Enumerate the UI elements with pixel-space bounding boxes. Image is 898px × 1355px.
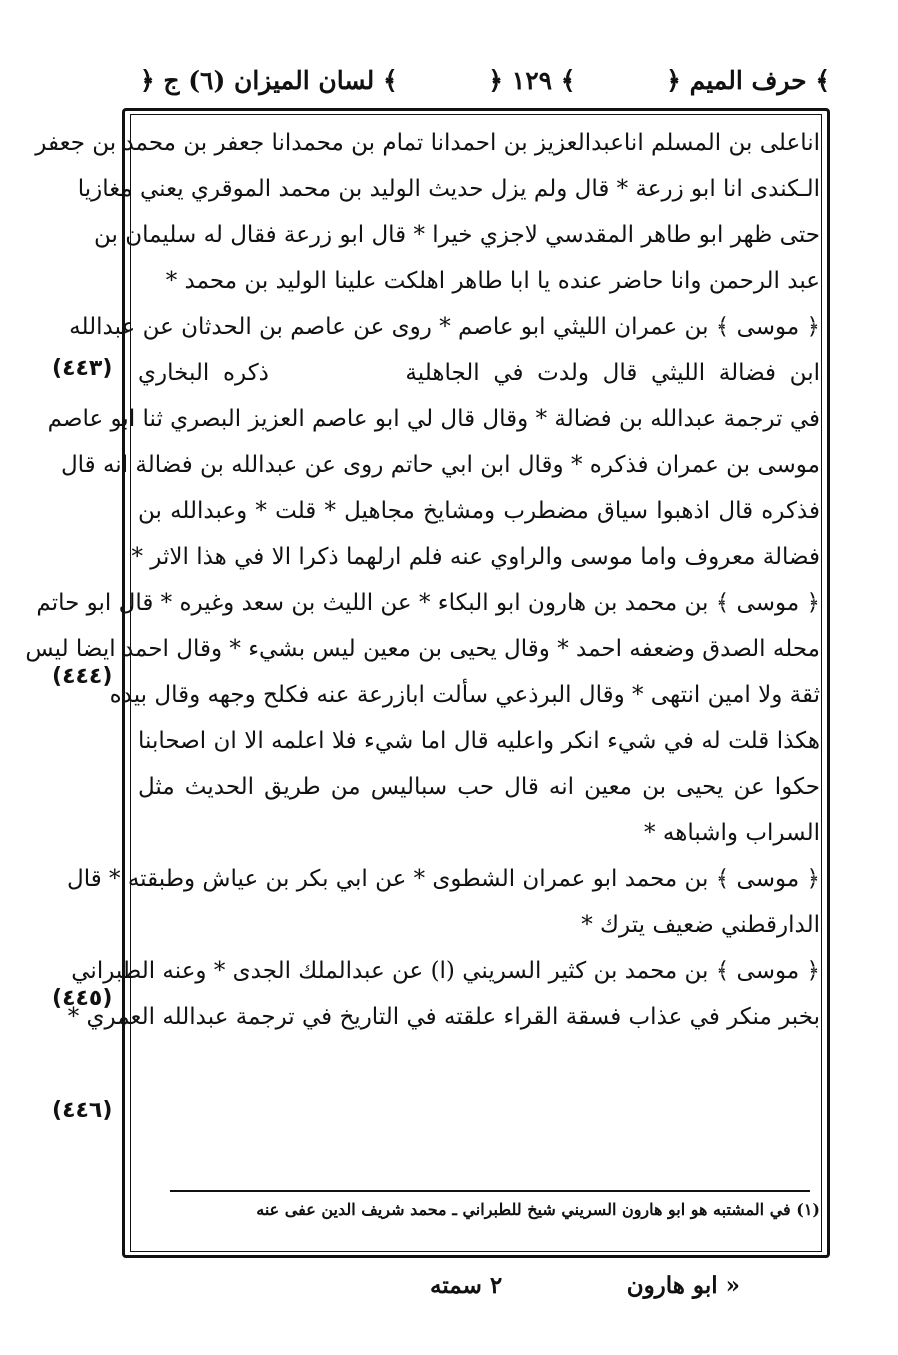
- section-title: ﴿ حرف الميم ﴾: [666, 65, 830, 95]
- text-line: حكوا عن يحيى بن معين انه قال حب سباليس من طريق الحديث مثل: [138, 774, 820, 800]
- text-line: هكذا قلت له في شيء انكر واعليه قال اما شيء فلا اعلمه الا ان اصحابنا: [138, 728, 820, 754]
- text-line: ثقة ولا امين انتهى * وقال البرذعي سألت ابازرعة عنه فكلح وجهه وقال بيده: [109, 682, 820, 708]
- entry-number-443: (٤٤٣): [52, 356, 113, 381]
- book-title: ﴿ لسان الميزان (٦) ج ﴾: [140, 65, 398, 95]
- text-line: الدارقطني ضعيف يترك *: [581, 912, 820, 938]
- page-header: [140, 60, 830, 100]
- footnote-divider: [170, 1190, 810, 1192]
- text-line: فذكره قال اذهبوا سياق مضطرب ومشايخ مجاهيل * قلت * وعبدالله بن: [138, 498, 820, 524]
- entry-heading-444: ﴿ موسى ﴾ بن محمد بن هارون ابو البكاء * عن الليث بن سعد وغيره * قال ابو حاتم: [36, 590, 820, 616]
- text-line: فضالة معروف واما موسى والراوي عنه فلم ارلهما ذكرا الا في هذا الاثر *: [131, 544, 820, 570]
- catchword-right: « ابو هارون: [626, 1272, 740, 1299]
- text-line: في ترجمة عبدالله بن فضالة * وقال قال لي ابو عاصم العزيز البصري ثنا ابو عاصم: [47, 406, 820, 432]
- footnote: (١) في المشتبه هو ابو هارون السريني شيخ للطبراني ـ محمد شريف الدين عفى عنه: [256, 1200, 820, 1219]
- text-line: موسى بن عمران فذكره * وقال ابن ابي حاتم روى عن عبدالله بن فضالة انه قال: [60, 452, 820, 478]
- entry-heading-443: ﴿ موسى ﴾ بن عمران الليثي ابو عاصم * روى عن عاصم بن الحدثان عن عبدالله: [69, 314, 820, 340]
- entry-number-444: (٤٤٤): [52, 664, 113, 689]
- entry-number-446: (٤٤٦): [52, 1098, 113, 1123]
- text-line: اناعلى بن المسلم اناعبدالعزيز بن احمدانا تمام بن محمدانا جعفر بن محمد بن جعفر: [35, 130, 820, 156]
- entry-number-445: (٤٤٥): [52, 986, 113, 1011]
- text-line: الـكندى انا ابو زرعة * قال ولم يزل حديث الوليد بن محمد الموقري يعني مغازيا: [77, 176, 820, 202]
- entry-heading-446: ﴿ موسى ﴾ بن محمد بن كثير السريني (ا) عن عبدالملك الجدى * وعنه الطبراني: [71, 958, 820, 984]
- entry-heading-445: ﴿ موسى ﴾ بن محمد ابو عمران الشطوى * عن ابي بكر بن عياش وطبقته * قال: [67, 866, 820, 892]
- text-line: حتى ظهر ابو طاهر المقدسي لاجزي خيرا * قال ابو زرعة فقال له سليمان بن: [94, 222, 820, 248]
- page-number: ﴿ ١٢٩ ﴾: [488, 65, 576, 95]
- text-line: محله الصدق وضعفه احمد * وقال يحيى بن معين ليس بشيء * وقال احمد ايضا ليس: [25, 636, 820, 662]
- text-line: بخبر منكر في عذاب فسقة القراء علقته في التاريخ في ترجمة عبدالله العمري *: [67, 1004, 820, 1030]
- catchword-left: ٢ سمته: [430, 1272, 503, 1299]
- bottom-catchword: [430, 1272, 740, 1299]
- text-line: السراب واشباهه *: [644, 820, 820, 846]
- text-line: ابن فضالة الليثي قال ولدت في الجاهلية ذكره البخاري: [138, 360, 820, 386]
- text-line: عبد الرحمن وانا حاضر عنده يا ابا طاهر اهلكت علينا الوليد بن محمد *: [165, 268, 820, 294]
